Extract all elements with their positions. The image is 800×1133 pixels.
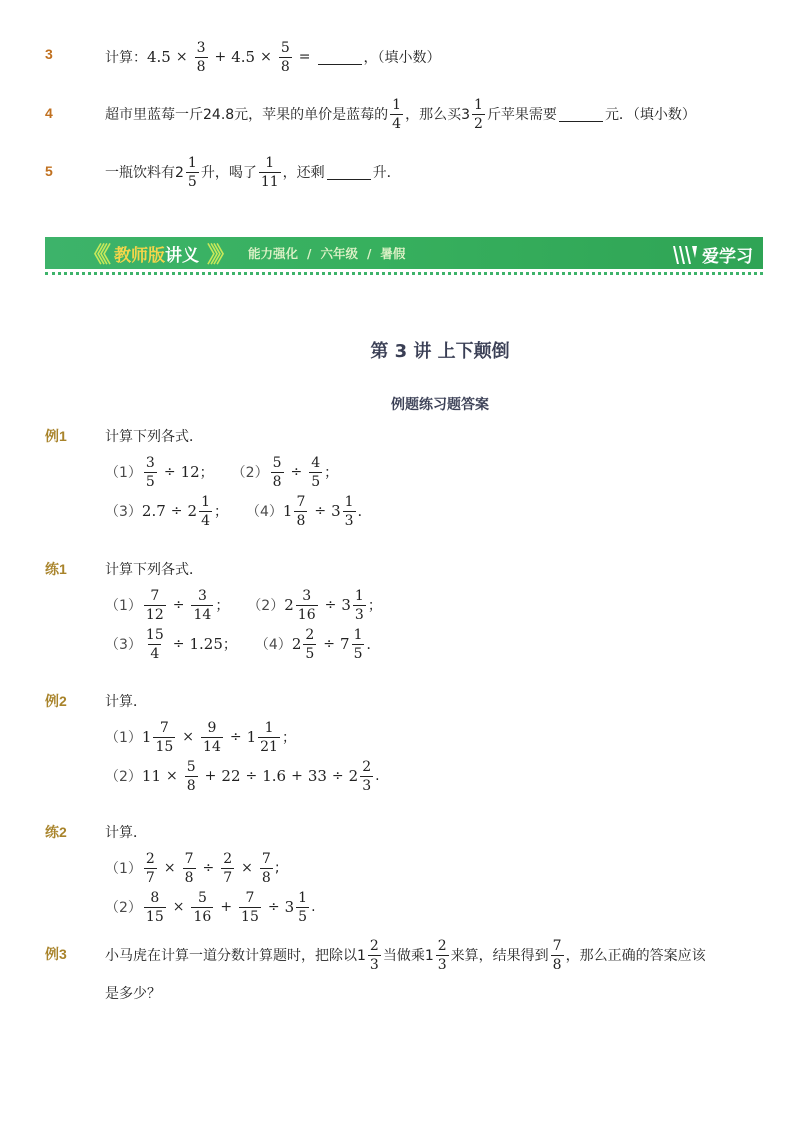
section-banner [45,237,763,269]
example-label: 例3 [45,946,67,962]
fraction: $\frac{1}{11}$ [260,154,279,190]
question-text: 计算： 4.5 × $\frac{3}{8}$ + 4.5 × $\frac{5}{8}$ = ，（填小数） [105,39,441,75]
practice-label: 练2 [45,824,67,840]
chevron-left-icon: 《《 [83,242,107,268]
breadcrumb: 能力强化 / 六年级 / 暑假 [248,246,406,261]
answer-blank[interactable] [559,107,603,122]
question-text: 超市里蓝莓一斤24.8元，苹果的单价是蓝莓的 $\frac{1}{4}$ ，那么买3 $\frac{1}{2}$ 斤苹果需要 元．（填小数） [105,96,696,132]
item-row: （2） 11 × $\frac{5}{8}$ + 22 ÷ 1.6 + 33 ÷ 2 $\frac{2}{3}$ . [105,758,380,794]
practice-label: 练1 [45,561,67,577]
question-text: 一瓶饮料有2 $\frac{1}{5}$ 升，喝了 $\frac{1}{11}$ ，还剩 升． [105,154,401,190]
item-row: （1） $\frac{7}{12}$ ÷ $\frac{3}{14}$ ； （2） 2 $\frac{3}{16}$ ÷ 3 $\frac{1}{3}$ ； [105,587,382,623]
item-row: （3） $\frac{15}{4}$ ÷ 1.25 ； （4） 2 $\frac{2}{5}$ ÷ 7 $\frac{1}{5}$ ． [105,626,381,662]
banner-divider [45,272,763,275]
fraction: $\frac{1}{4}$ [392,96,402,132]
logo-icon [672,244,698,266]
question-number: 5 [45,163,53,179]
example-label: 例1 [45,428,67,444]
banner-title: 教师版讲义 [114,245,200,266]
item-row: （1） $\frac{3}{5}$ ÷ 12 ； （2） $\frac{5}{8}$ ÷ $\frac{4}{5}$ ； [105,454,339,490]
item-row: （1） $\frac{2}{7}$ × $\frac{7}{8}$ ÷ $\frac{2}{7}$ × $\frac{7}{8}$ ; [105,850,280,886]
chevron-right-icon: 》》 [207,242,231,268]
fraction: $\frac{1}{5}$ [187,154,197,190]
example-label: 例2 [45,693,67,709]
question-number: 4 [45,105,53,121]
fraction: $\frac{3}{8}$ [196,39,206,75]
answer-blank[interactable] [318,50,362,65]
question-text: 小马虎在计算一道分数计算题时，把除以1 $\frac{2}{3}$ 当做乘1 $\frac{2}{3}$ 来算，结果得到 $\frac{7}{8}$ ，那么正确的答案应该 [105,937,706,973]
item-row: （1） 1 $\frac{7}{15}$ × $\frac{9}{14}$ ÷ 1 $\frac{1}{21}$ ； [105,719,296,755]
fraction: $\frac{1}{2}$ [474,96,483,132]
item-row: （2） $\frac{8}{15}$ × $\frac{5}{16}$ + $\frac{7}{15}$ ÷ 3 $\frac{1}{5}$ . [105,889,316,925]
fraction: $\frac{5}{8}$ [280,39,290,75]
page-title: 第 3 讲 上下颠倒 [370,341,510,362]
item-row: （3） 2.7 ÷ 2 $\frac{1}{4}$ ； （4） 1 $\frac{7}{8}$ ÷ 3 $\frac{1}{3}$ ． [105,493,372,529]
question-number: 3 [45,46,53,62]
brand-logo: 爱学习 [672,242,753,267]
answer-blank[interactable] [327,165,371,180]
section-subtitle: 例题练习题答案 [391,397,489,413]
